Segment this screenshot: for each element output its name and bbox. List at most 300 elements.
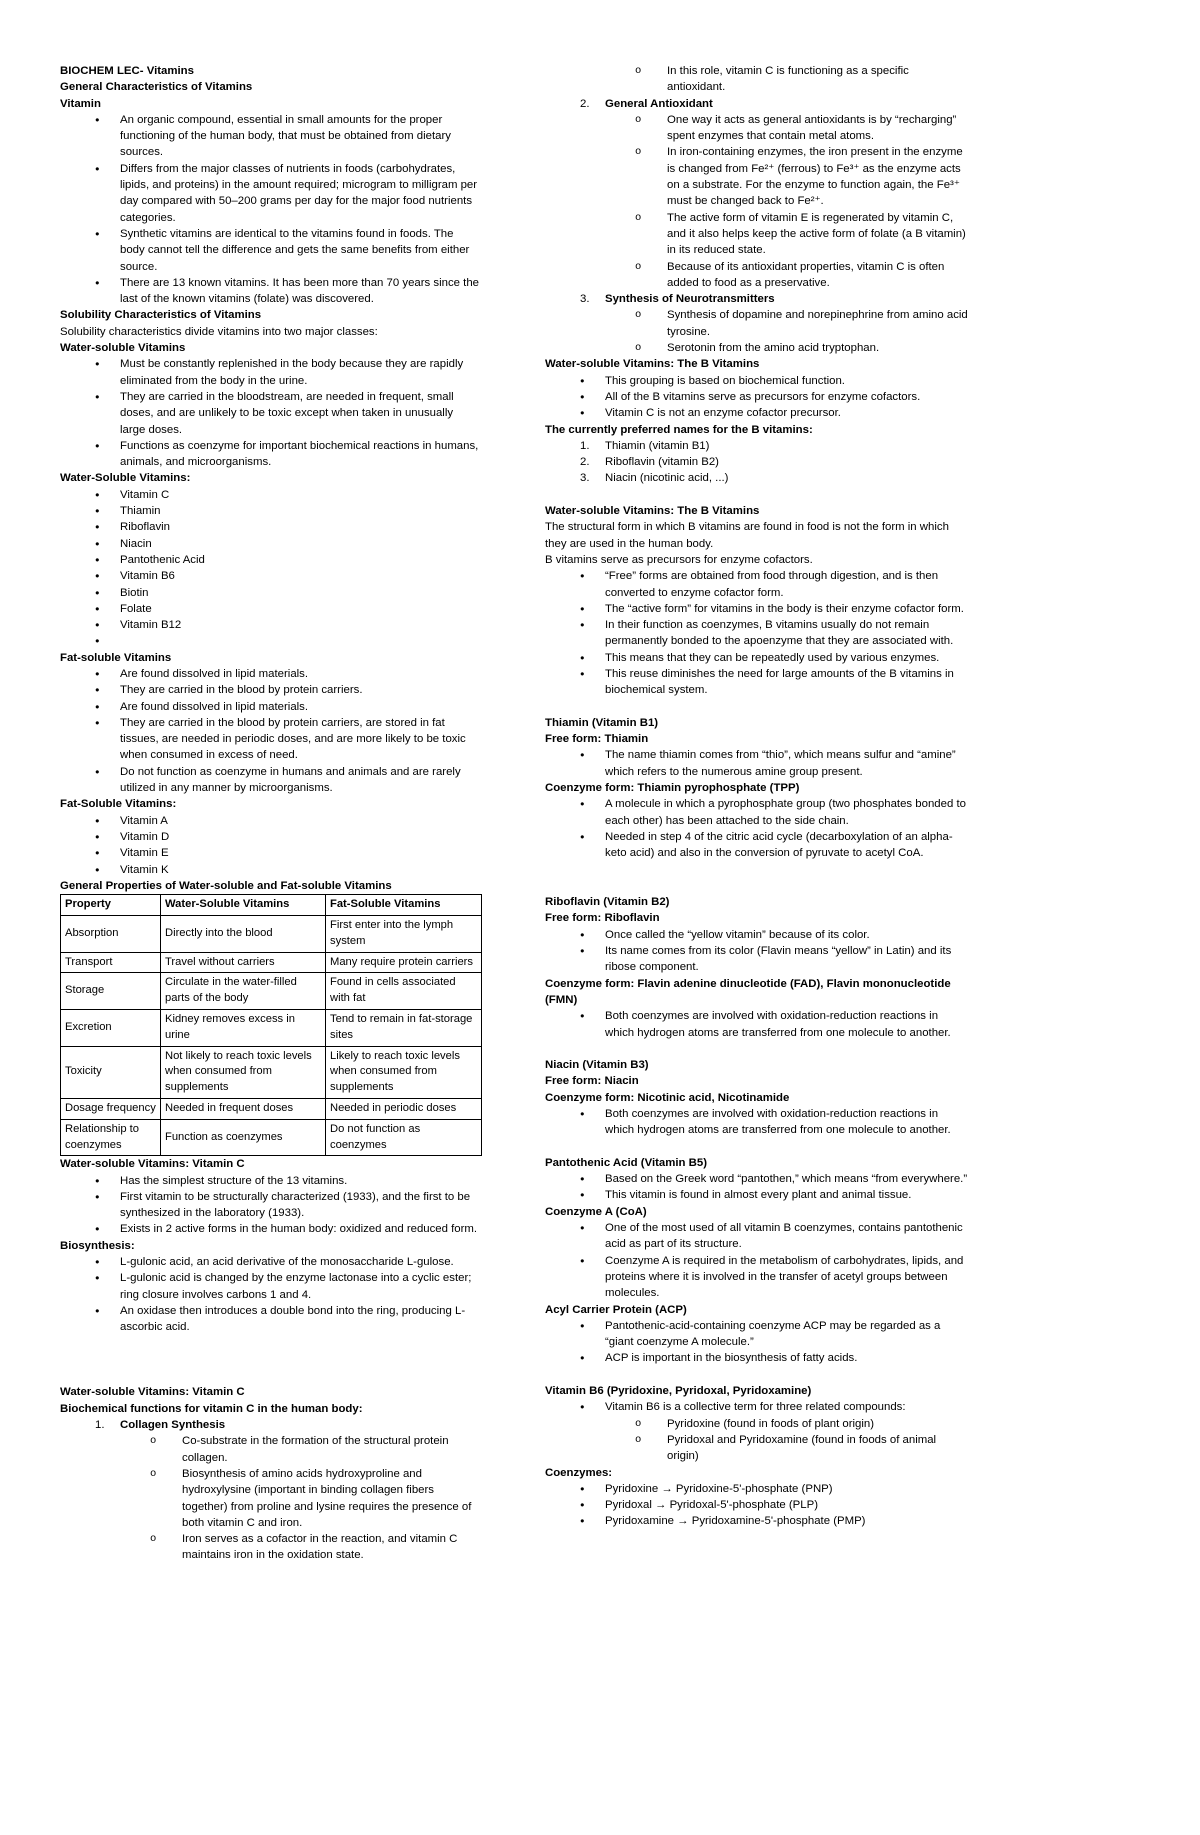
bullet-text: An organic compound, essential in small amounts for the proper functioning of the human body, that must be obtained from dietary sources. <box>120 113 451 159</box>
bullet-text: Vitamin C <box>120 488 170 501</box>
bullet-icon: ● <box>95 1257 100 1267</box>
bullet-text: They are carried in the bloodstream, are needed in frequent, small doses, and are unlikely to be toxic except when taken in unusually large doses. <box>120 390 454 436</box>
bullet-text: Do not function as coenzyme in humans and animals and are rarely utilized in any manner by microorganisms. <box>120 765 461 795</box>
bullet-text: An oxidase then introduces a double bond into the ring, producing L-ascorbic acid. <box>120 1304 466 1334</box>
bullet-icon: ● <box>580 1190 585 1200</box>
table-header-cell: Property <box>61 895 161 916</box>
bullet-item <box>60 1254 481 1270</box>
sub-bullet-icon: o <box>635 342 642 355</box>
bullet-text: Vitamin K <box>120 863 169 876</box>
sub-bullet-icon: o <box>635 1433 642 1446</box>
bullet-icon: ● <box>95 620 100 630</box>
bullet-text <box>120 633 481 649</box>
bullet-icon: ● <box>95 685 100 695</box>
bullet-item <box>60 438 481 471</box>
item-number: 3. <box>580 472 590 485</box>
heading-line: Water-soluble Vitamins: The B Vitamins <box>545 505 760 518</box>
bullet-text: Has the simplest structure of the 13 vitamins. <box>120 1174 348 1187</box>
table-cell: Travel without carriers <box>161 952 326 973</box>
bullet-item <box>545 927 970 943</box>
bullet-text: Differs from the major classes of nutrients in foods (carbohydrates, lipids, and proteins) in the amount required; microgram to milligram per day compared with 50–200 grams per day for the major food nutrients categories. <box>120 162 478 224</box>
table-cell: Relationship to coenzymes <box>61 1119 161 1156</box>
bullet-item <box>545 1481 970 1497</box>
bullet-icon: ● <box>580 799 585 809</box>
bullet-item <box>545 405 970 421</box>
spacer <box>545 487 970 503</box>
bullet-text: In their function as coenzymes, B vitamins usually do not remain permanently bonded to the apoenzyme that they are associated with. <box>605 619 954 648</box>
bullet-item <box>60 275 481 308</box>
table-cell: Directly into the blood <box>161 915 326 952</box>
heading-line: Coenzymes: <box>545 1466 613 1479</box>
bullet-icon: ● <box>95 831 100 841</box>
bullet-item <box>545 389 970 405</box>
table-cell: Circulate in the water-filled parts of the body <box>161 973 326 1010</box>
table-cell: Tend to remain in fat-storage sites <box>326 1009 482 1046</box>
table-cell: Needed in periodic doses <box>326 1098 482 1119</box>
heading-line: Vitamin <box>60 97 101 110</box>
bullet-text: Iron serves as a cofactor in the reaction, and vitamin C maintains iron in the oxidation state. <box>182 1533 458 1562</box>
bullet-text: All of the B vitamins serve as precursors for enzyme cofactors. <box>605 390 921 403</box>
bullet-icon: ● <box>580 1109 585 1118</box>
sub-bullet-icon: o <box>150 1467 157 1480</box>
item-number: 1. <box>95 1419 105 1432</box>
spacer <box>60 1336 481 1385</box>
table-cell: Excretion <box>61 1009 161 1046</box>
bullet-item <box>545 568 970 601</box>
numbered-item <box>60 1417 481 1433</box>
item-number: 3. <box>580 293 590 306</box>
bullet-text: Riboflavin <box>120 521 171 534</box>
bullet-icon: ● <box>95 1175 100 1185</box>
bullet-item <box>60 112 481 161</box>
bullet-icon: ● <box>580 668 585 678</box>
bullet-icon: ● <box>95 277 100 287</box>
bullet-item <box>60 1189 481 1222</box>
bullet-icon: ● <box>580 1483 585 1493</box>
bullet-text: Biotin <box>120 586 149 599</box>
bullet-text: They are carried in the blood by protein carriers, are stored in fat tissues, are needed in periodic doses, and are more likely to be toxic when consumed in excess of need. <box>120 716 466 762</box>
bullet-item <box>545 1171 970 1187</box>
bullet-icon: ● <box>95 701 100 711</box>
table-row <box>61 1009 482 1046</box>
bullet-item <box>545 829 970 862</box>
table-cell: Needed in frequent doses <box>161 1098 326 1119</box>
heading-line: Water-soluble Vitamins <box>60 342 186 355</box>
sub-bullet-icon: o <box>635 113 642 126</box>
table-header-cell: Fat-Soluble Vitamins <box>326 895 482 916</box>
bullet-text: Exists in 2 active forms in the human body: oxidized and reduced form. <box>120 1223 478 1236</box>
bullet-icon: ● <box>580 375 585 385</box>
bullet-text: They are carried in the blood by protein carriers. <box>120 684 363 697</box>
bullet-item <box>545 796 970 829</box>
heading-line: General Characteristics of Vitamins <box>60 81 253 94</box>
table-row <box>61 1098 482 1119</box>
sub-bullet-item <box>545 307 970 340</box>
heading-line: Niacin (Vitamin B3) <box>545 1059 649 1072</box>
sub-bullet-item <box>545 259 970 292</box>
bullet-text: Vitamin B6 is a collective term for three related compounds: <box>605 1401 906 1414</box>
heading-line: Coenzyme form: Flavin adenine dinucleotide (FAD), Flavin mononucleotide (FMN) <box>545 977 951 1006</box>
bullet-text: There are 13 known vitamins. It has been more than 70 years since the last of the known vitamins (folate) was discovered. <box>120 276 479 306</box>
bullet-icon: ● <box>580 1402 585 1412</box>
bullet-item <box>60 699 481 715</box>
bullet-icon: ● <box>95 766 100 776</box>
bullet-text: The “active form” for vitamins in the body is their enzyme cofactor form. <box>605 602 964 615</box>
heading-line: Acyl Carrier Protein (ACP) <box>545 1303 687 1316</box>
heading-line: Coenzyme A (CoA) <box>545 1205 647 1218</box>
table-header-cell: Water-Soluble Vitamins <box>161 895 326 916</box>
sub-bullet-icon: o <box>635 260 642 273</box>
sub-bullet-item <box>60 1433 481 1466</box>
heading-line: Vitamin B6 (Pyridoxine, Pyridoxal, Pyridoxamine) <box>545 1385 812 1398</box>
bullet-item <box>60 552 481 568</box>
bullet-item <box>60 829 481 845</box>
bullet-text: Pyridoxal → Pyridoxal-5'-phosphate (PLP) <box>605 1499 818 1512</box>
item-number: 1. <box>580 439 590 452</box>
bullet-item <box>545 1187 970 1203</box>
heading-line: Water-Soluble Vitamins: <box>60 472 191 485</box>
bullet-icon: ● <box>580 1500 585 1510</box>
spacer <box>545 862 970 895</box>
bullet-text: Its name comes from its color (Flavin means “yellow” in Latin) and its ribose component. <box>605 945 952 974</box>
bullet-item <box>60 633 481 649</box>
item-text: Collagen Synthesis <box>120 1419 226 1432</box>
bullet-item <box>545 1220 970 1253</box>
heading-line: Riboflavin (Vitamin B2) <box>545 896 670 909</box>
bullet-icon: ● <box>580 603 585 613</box>
sub-bullet-item <box>60 1466 481 1531</box>
heading-line: Solubility Characteristics of Vitamins <box>60 309 262 322</box>
bullet-text: Both coenzymes are involved with oxidation-reduction reactions in which hydrogen atoms are transferred from one molecule to another. <box>605 1108 951 1137</box>
sub-bullet-item <box>545 63 970 96</box>
bullet-icon: ● <box>95 391 100 401</box>
bullet-text: Once called the “yellow vitamin” because of its color. <box>605 928 870 941</box>
bullet-icon: ● <box>95 1305 100 1315</box>
properties-table <box>60 894 482 1156</box>
bullet-item <box>60 862 481 878</box>
bullet-text: Synthetic vitamins are identical to the vitamins found in foods. The body cannot tell the difference and gets the same benefits from either source. <box>120 227 470 273</box>
item-text: Synthesis of Neurotransmitters <box>605 293 775 306</box>
bullet-item <box>60 1173 481 1189</box>
item-text: Riboflavin (vitamin B2) <box>605 456 719 469</box>
bullet-icon: ● <box>95 522 100 532</box>
bullet-icon: ● <box>95 815 100 825</box>
bullet-text: In this role, vitamin C is functioning as a specific antioxidant. <box>667 65 909 94</box>
bullet-text: Are found dissolved in lipid materials. <box>120 667 309 680</box>
bullet-text: One of the most used of all vitamin B coenzymes, contains pantothenic acid as part of its structure. <box>605 1222 963 1251</box>
heading-line: Free form: Riboflavin <box>545 912 660 925</box>
item-text: Niacin (nicotinic acid, ...) <box>605 472 729 485</box>
bullet-text: Pantothenic Acid <box>120 553 205 566</box>
bullet-icon: ● <box>95 1191 100 1201</box>
bullet-text: First vitamin to be structurally characterized (1933), and the first to be synthesized in the laboratory (1933). <box>120 1190 471 1220</box>
bullet-icon: ● <box>95 554 100 564</box>
table-cell: Function as coenzymes <box>161 1119 326 1156</box>
sub-bullet-item <box>60 1531 481 1564</box>
bullet-text: Vitamin B12 <box>120 619 182 632</box>
bullet-text: Biosynthesis of amino acids hydroxyproline and hydroxylysine (important in binding collagen fibers together) from proline and lysine requires the presence of both vitamin C and iron. <box>182 1467 472 1529</box>
bullet-item <box>60 568 481 584</box>
bullet-item <box>545 601 970 617</box>
bullet-item <box>60 1303 481 1336</box>
bullet-item <box>60 1221 481 1237</box>
bullet-text: A molecule in which a pyrophosphate group (two phosphates bonded to each other) has been attached to the side chain. <box>605 798 966 827</box>
bullet-text: One way it acts as general antioxidants is by “recharging” spent enzymes that contain metal atoms. <box>667 113 957 143</box>
table-cell: Do not function as coenzymes <box>326 1119 482 1156</box>
bullet-item <box>545 1106 970 1139</box>
sub-bullet-item <box>545 210 970 259</box>
bullet-item <box>60 715 481 764</box>
bullet-text: Synthesis of dopamine and norepinephrine from amino acid tyrosine. <box>667 309 968 338</box>
bullet-icon: ● <box>580 929 585 939</box>
bullet-icon: ● <box>580 946 585 956</box>
table-row <box>61 915 482 952</box>
bullet-item <box>60 389 481 438</box>
bullet-icon: ● <box>580 750 585 760</box>
table-cell: Toxicity <box>61 1046 161 1098</box>
heading-line: Biosynthesis: <box>60 1239 135 1252</box>
bullet-text: The name thiamin comes from “thio”, which means sulfur and “amine” which refers to the numerous amine group present. <box>605 749 956 778</box>
bullet-item <box>545 1008 970 1041</box>
heading-line: Fat-soluble Vitamins <box>60 651 172 664</box>
bullet-item <box>545 1513 970 1529</box>
item-text: Thiamin (vitamin B1) <box>605 439 710 452</box>
bullet-icon: ● <box>95 571 100 581</box>
bullet-text: Are found dissolved in lipid materials. <box>120 700 309 713</box>
bullet-icon: ● <box>95 163 100 173</box>
bullet-item <box>60 813 481 829</box>
bullet-icon: ● <box>580 831 585 841</box>
bullet-text: Functions as coenzyme for important biochemical reactions in humans, animals, and microorganisms. <box>120 439 479 469</box>
bullet-icon: ● <box>580 1223 585 1233</box>
numbered-item <box>545 454 970 470</box>
bullet-item <box>545 747 970 780</box>
bullet-icon: ● <box>95 506 100 516</box>
table-row <box>61 1119 482 1156</box>
bullet-item <box>60 226 481 275</box>
bullet-item <box>545 1497 970 1513</box>
bullet-text: Vitamin E <box>120 847 169 860</box>
bullet-text: Pyridoxine → Pyridoxine-5'-phosphate (PNP) <box>605 1482 833 1495</box>
bullet-icon: ● <box>95 848 100 858</box>
item-text: General Antioxidant <box>605 97 713 110</box>
bullet-text: Vitamin D <box>120 830 170 843</box>
bullet-text: Based on the Greek word “pantothen,” which means “from everywhere.” <box>605 1173 968 1186</box>
bullet-icon: ● <box>95 359 100 369</box>
bullet-item <box>60 487 481 503</box>
table-cell: Storage <box>61 973 161 1010</box>
bullet-text: L-gulonic acid, an acid derivative of the monosaccharide L-gulose. <box>120 1256 454 1269</box>
heading-line: Fat-Soluble Vitamins: <box>60 798 177 811</box>
bullet-icon: ● <box>580 408 585 418</box>
heading-line: Free form: Thiamin <box>545 733 649 746</box>
bullet-text: “Free” forms are obtained from food through digestion, and is then converted to enzyme cofactor form. <box>605 570 939 599</box>
bullet-item <box>545 1399 970 1415</box>
table-cell: Likely to reach toxic levels when consumed from supplements <box>326 1046 482 1098</box>
sub-bullet-icon: o <box>635 1417 642 1430</box>
spacer <box>545 699 970 715</box>
bullet-item <box>60 666 481 682</box>
bullet-item <box>545 1350 970 1366</box>
bullet-item <box>60 682 481 698</box>
bullet-item <box>60 1270 481 1303</box>
table-cell: Dosage frequency <box>61 1098 161 1119</box>
item-number: 2. <box>580 456 590 469</box>
table-cell: Kidney removes excess in urine <box>161 1009 326 1046</box>
numbered-item <box>545 470 970 486</box>
bullet-text: Must be constantly replenished in the body because they are rapidly eliminated from the body in the urine. <box>120 358 464 387</box>
bullet-icon: ● <box>95 603 100 613</box>
bullet-text: In iron-containing enzymes, the iron present in the enzyme is changed from Fe²⁺ (ferrous) to Fe³⁺ as the enzyme acts on a substrate. For the enzyme to function again, the Fe³⁺ must be changed back to Fe²⁺. <box>667 146 963 208</box>
bullet-text: Folate <box>120 602 152 615</box>
bullet-item <box>60 536 481 552</box>
bullet-icon: ● <box>580 652 585 662</box>
heading-line: Water-soluble Vitamins: Vitamin C <box>60 1386 245 1399</box>
text-line: Solubility characteristics divide vitamins into two major classes: <box>60 325 378 338</box>
numbered-item <box>545 291 970 307</box>
text-line: The structural form in which B vitamins are found in food is not the form in which they are used in the human body. <box>545 521 949 550</box>
text-line: B vitamins serve as precursors for enzyme cofactors. <box>545 553 813 566</box>
bullet-icon: ● <box>95 1273 100 1283</box>
bullet-text: Serotonin from the amino acid tryptophan. <box>667 342 880 355</box>
bullet-icon: ● <box>580 1011 585 1021</box>
bullet-item <box>60 356 481 389</box>
bullet-icon: ● <box>580 1255 585 1265</box>
bullet-icon: ● <box>95 489 100 499</box>
bullet-text: The active form of vitamin E is regenerated by vitamin C, and it also helps keep the active form of folate (a B vitamin) in its reduced state. <box>667 211 966 257</box>
bullet-text: This vitamin is found in almost every plant and animal tissue. <box>605 1189 912 1202</box>
bullet-icon: ● <box>95 538 100 548</box>
bullet-item <box>60 585 481 601</box>
bullet-item <box>545 666 970 699</box>
bullet-icon: ● <box>580 620 585 630</box>
heading-line: Coenzyme form: Thiamin pyrophosphate (TPP) <box>545 782 800 795</box>
bullet-item <box>60 503 481 519</box>
spacer <box>545 1139 970 1155</box>
heading-line: Free form: Niacin <box>545 1075 639 1088</box>
bullet-icon: ● <box>95 440 100 450</box>
bullet-item <box>60 519 481 535</box>
bullet-text: Vitamin C is not an enzyme cofactor precursor. <box>605 407 841 420</box>
sub-bullet-item <box>545 112 970 145</box>
bullet-icon: ● <box>95 1224 100 1234</box>
sub-bullet-item <box>545 1416 970 1432</box>
heading-line: Biochemical functions for vitamin C in the human body: <box>60 1402 363 1415</box>
bullet-text: This means that they can be repeatedly used by various enzymes. <box>605 651 940 664</box>
table-cell: Absorption <box>61 915 161 952</box>
sub-bullet-item <box>545 340 970 356</box>
bullet-item <box>60 845 481 861</box>
left-column <box>60 63 481 1835</box>
bullet-text: Pyridoxal and Pyridoxamine (found in foods of animal origin) <box>667 1433 937 1463</box>
bullet-icon: ● <box>95 864 100 874</box>
bullet-icon: ● <box>580 1353 585 1363</box>
sub-bullet-item <box>545 1432 970 1465</box>
numbered-item <box>545 96 970 112</box>
bullet-text: Thiamin <box>120 505 161 518</box>
heading-line: Coenzyme form: Nicotinic acid, Nicotinamide <box>545 1091 790 1104</box>
spacer <box>545 1367 970 1383</box>
bullet-item <box>60 617 481 633</box>
heading-line: The currently preferred names for the B vitamins: <box>545 423 813 436</box>
bullet-icon: ● <box>95 587 100 597</box>
table-cell: Found in cells associated with fat <box>326 973 482 1010</box>
sub-bullet-icon: o <box>150 1435 157 1448</box>
bullet-text: Pantothenic-acid-containing coenzyme ACP may be regarded as a “giant coenzyme A molecule.” <box>605 1319 941 1349</box>
numbered-item <box>545 438 970 454</box>
table-cell: Many require protein carriers <box>326 952 482 973</box>
bullet-icon: ● <box>580 1516 585 1526</box>
bullet-text: Needed in step 4 of the citric acid cycle (decarboxylation of an alpha-keto acid) and also in the conversion of pyruvate to acetyl CoA. <box>605 830 953 860</box>
bullet-text: L-gulonic acid is changed by the enzyme lactonase into a cyclic ester; ring closure involves carbons 1 and 4. <box>120 1272 472 1301</box>
bullet-item <box>60 161 481 226</box>
sub-bullet-icon: o <box>635 146 642 159</box>
bullet-text: This grouping is based on biochemical function. <box>605 374 845 387</box>
table-row <box>61 952 482 973</box>
bullet-icon: ● <box>580 1174 585 1184</box>
table-cell: First enter into the lymph system <box>326 915 482 952</box>
bullet-text: Vitamin B6 <box>120 570 175 583</box>
right-column <box>545 63 970 1835</box>
sub-bullet-item <box>545 144 970 209</box>
bullet-icon: ● <box>580 391 585 401</box>
bullet-icon: ● <box>580 571 585 581</box>
bullet-item <box>60 764 481 797</box>
bullet-icon: ● <box>580 1320 585 1330</box>
bullet-icon: ● <box>95 228 100 238</box>
sub-bullet-icon: o <box>150 1533 157 1546</box>
bullet-item <box>545 943 970 976</box>
heading-line: Thiamin (Vitamin B1) <box>545 716 659 729</box>
sub-bullet-icon: o <box>635 309 642 322</box>
table-row <box>61 1046 482 1098</box>
heading-line: General Properties of Water-soluble and Fat-soluble Vitamins <box>60 879 392 892</box>
spacer <box>545 1041 970 1057</box>
bullet-icon: ● <box>95 717 100 727</box>
bullet-text: ACP is important in the biosynthesis of fatty acids. <box>605 1352 858 1365</box>
heading-line: BIOCHEM LEC- Vitamins <box>60 65 194 77</box>
bullet-item <box>545 1318 970 1351</box>
bullet-item <box>545 1253 970 1302</box>
bullet-text: This reuse diminishes the need for large amounts of the B vitamins in biochemical system. <box>605 667 954 697</box>
bullet-text: Vitamin A <box>120 814 168 827</box>
bullet-item <box>545 650 970 666</box>
sub-bullet-icon: o <box>635 211 642 224</box>
table-cell: Transport <box>61 952 161 973</box>
bullet-item <box>60 601 481 617</box>
heading-line: Water-soluble Vitamins: Vitamin C <box>60 1158 245 1171</box>
bullet-text: Co-substrate in the formation of the structural protein collagen. <box>182 1435 449 1464</box>
table-header-row <box>61 895 482 916</box>
bullet-icon: ● <box>95 668 100 678</box>
bullet-text: Niacin <box>120 537 152 550</box>
bullet-text: Pyridoxine (found in foods of plant origin) <box>667 1417 875 1430</box>
bullet-text: Coenzyme A is required in the metabolism of carbohydrates, lipids, and proteins where it is involved in the transfer of acetyl groups between molecules. <box>605 1254 964 1300</box>
bullet-text: Pyridoxamine → Pyridoxamine-5'-phosphate (PMP) <box>605 1515 866 1528</box>
bullet-icon: ● <box>95 114 100 124</box>
table-row <box>61 973 482 1010</box>
heading-line: Water-soluble Vitamins: The B Vitamins <box>545 358 760 371</box>
table-cell: Not likely to reach toxic levels when consumed from supplements <box>161 1046 326 1098</box>
bullet-item <box>545 373 970 389</box>
bullet-icon: ● <box>95 636 100 646</box>
bullet-text: Because of its antioxidant properties, vitamin C is often added to food as a preservative. <box>667 260 945 289</box>
bullet-text: Both coenzymes are involved with oxidation-reduction reactions in which hydrogen atoms are transferred from one molecule to another. <box>605 1010 951 1039</box>
item-number: 2. <box>580 97 590 110</box>
sub-bullet-icon: o <box>635 65 642 77</box>
bullet-item <box>545 617 970 650</box>
heading-line: Pantothenic Acid (Vitamin B5) <box>545 1156 708 1169</box>
